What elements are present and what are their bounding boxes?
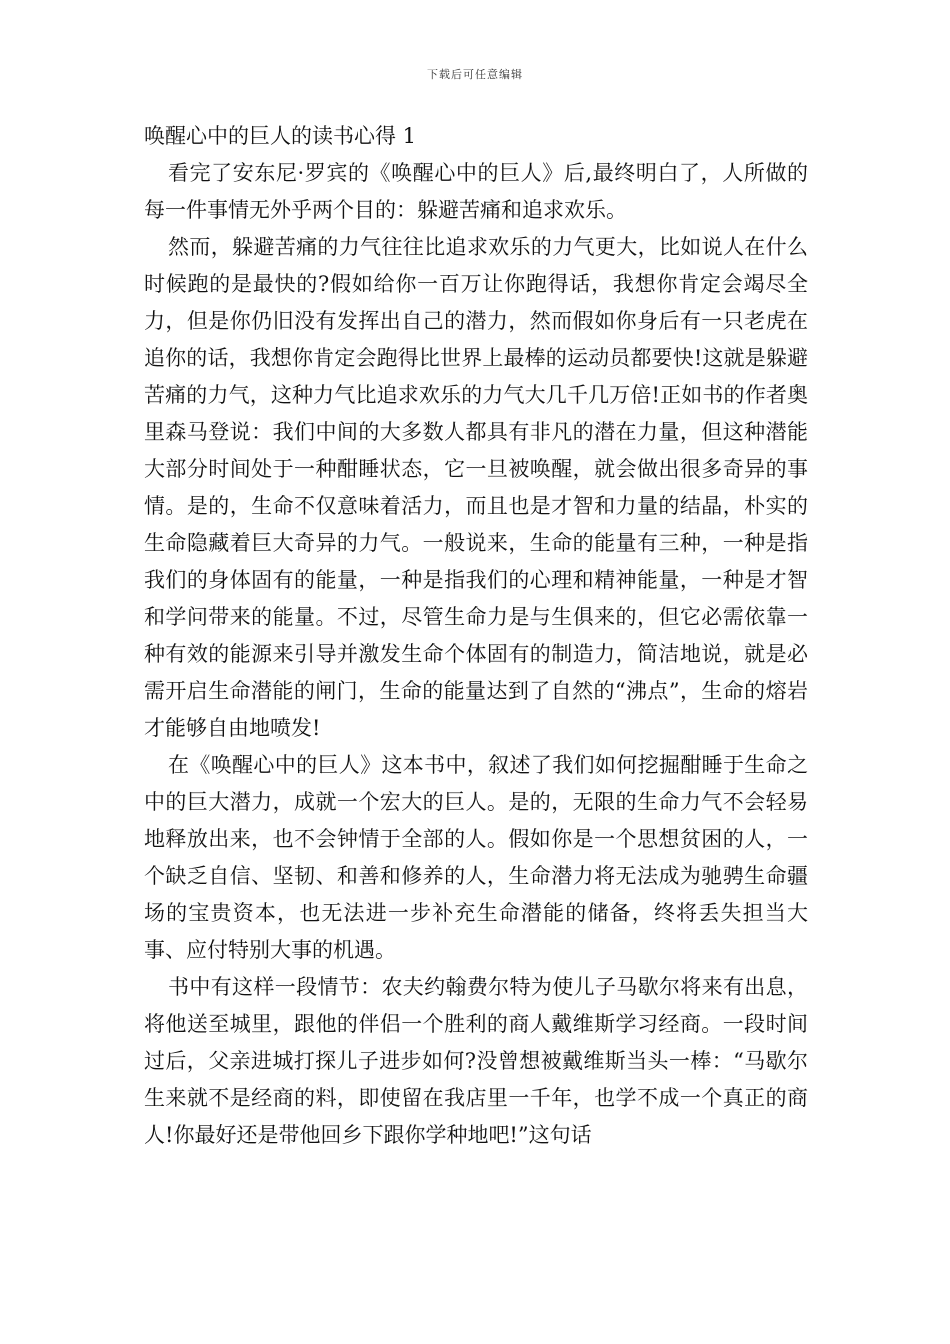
paragraph-4: 书中有这样一段情节：农夫约翰费尔特为使儿子马歇尔将来有出息，将他送至城里，跟他的伴侣一个胜利的商人戴维斯学习经商。一段时间过后，父亲进城打探儿子进步如何?没曾想被戴维斯当头一棒：“马歇尔生来就不是经商的料，即使留在我店里一千年，也学不成一个真正的商人!你最好还是带他回乡下跟你学种地吧!”这句话: [144, 975, 808, 1147]
document-body: [144, 118, 808, 1154]
paragraph-2: 然而，躲避苦痛的力气往往比追求欢乐的力气更大，比如说人在什么时候跑的是最快的?假如给你一百万让你跑得话，我想你肯定会竭尽全力，但是你仍旧没有发挥出自己的潜力，然而假如你身后有一只老虎在追你的话，我想你肯定会跑得比世界上最棒的运动员都要快!这就是躲避苦痛的力气，这种力气比追求欢乐的力气大几千几万倍!正如书的作者奥里森马登说：我们中间的大多数人都具有非凡的潜在力量，但这种潜能大部分时间处于一种酣睡状态，它一旦被唤醒，就会做出很多奇异的事情。是的，生命不仅意味着活力，而且也是才智和力量的结晶，朴实的生命隐藏着巨大奇异的力气。一般说来，生命的能量有三种，一种是指我们的身体固有的能量，一种是指我们的心理和精神能量，一种是才智和学问带来的能量。不过，尽管生命力是与生俱来的，但它必需依靠一种有效的能源来引导并激发生命个体固有的制造力，简洁地说，就是必需开启生命潜能的闸门，生命的能量达到了自然的“沸点”，生命的熔岩才能够自由地喷发!: [144, 235, 808, 740]
paragraph-3: 在《唤醒心中的巨人》这本书中，叙述了我们如何挖掘酣睡于生命之中的巨大潜力，成就一个宏大的巨人。是的，无限的生命力气不会轻易地释放出来，也不会钟情于全部的人。假如你是一个思想贫困的人，一个缺乏自信、坚韧、和善和修养的人，生命潜力将无法成为驰骋生命疆场的宝贵资本，也无法进一步补充生命潜能的储备，终将丢失担当大事、应付特别大事的机遇。: [144, 753, 808, 962]
paragraph-1: 看完了安东尼·罗宾的《唤醒心中的巨人》后,最终明白了，人所做的每一件事情无外乎两个目的：躲避苦痛和追求欢乐。: [144, 161, 808, 222]
document-title: 唤醒心中的巨人的读书心得 1: [144, 124, 417, 148]
header-note: 下载后可任意编辑: [427, 68, 523, 81]
